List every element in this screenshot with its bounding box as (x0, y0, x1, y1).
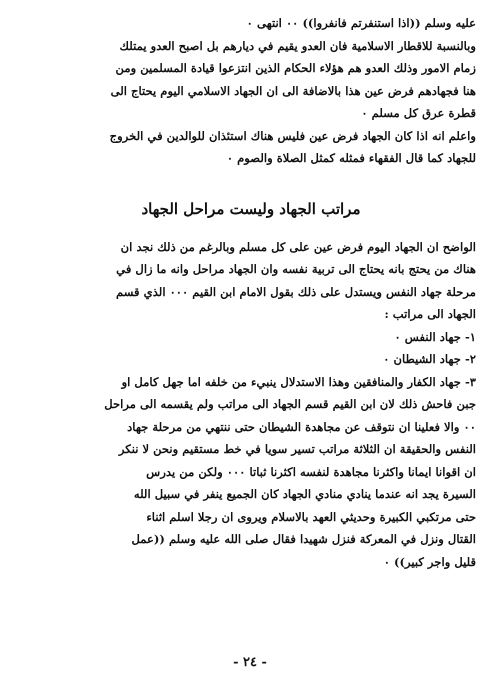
text-line: القتال ونزل في المعركة فنزل شهيدا فقال صلى الله عليه وسلم ((عمل (131, 532, 476, 546)
list-item: ١- جهاد النفس ٠ (394, 329, 476, 344)
argument-paragraph (26, 371, 476, 574)
text-line: زمام الامور وذلك العدو هم هؤلاء الحكام الذين انتزعوا قيادة المسلمين ومن (115, 61, 476, 75)
parental-permission-paragraph (26, 125, 476, 170)
text-line: ان اقوانا ايمانا واكثرنا مجاهدة لنفسه اكثرنا ثباتا ٠٠٠ ولكن من يدرس (146, 464, 476, 479)
list-item: ٢- جهاد الشيطان ٠ (383, 352, 476, 366)
text-line: ٠٠ والا فعلينا ان نتوقف عن مجاهدة الشيطان حتى ننتهي من مرحلة جهاد (127, 419, 476, 434)
ranks-list (26, 326, 476, 371)
text-line: قليل واجر كبير)) ٠ (383, 554, 476, 569)
page-number: - ٢٤ - (233, 655, 267, 670)
text-line: جبن فاحش ذلك لان ابن القيم قسم الجهاد الى مراتب ولم يقسمه الى مراحل (104, 397, 476, 411)
text-line: الواضح ان الجهاد اليوم فرض عين على كل مسلم وبالرغم من ذلك نجد ان (120, 239, 476, 254)
text-line: الجهاد الى مراتب : (384, 307, 476, 321)
text-line: للجهاد كما قال الفقهاء فمثله كمثل الصلاة والصوم ٠ (226, 151, 476, 165)
text-line: هناك من يحتج بانه يحتاج الى تربية نفسه وان الجهاد مراحل وانه ما زال في (116, 262, 476, 276)
text-line: مرحلة جهاد النفس ويستدل على ذلك بقول الامام ابن القيم ٠٠٠ الذي قسم (115, 284, 476, 299)
section-heading: مراتب الجهاد وليست مراحل الجهاد (141, 199, 361, 218)
text-line: وبالنسبة للاقطار الاسلامية فان العدو يقيم في ديارهم بل اصبح العدو يمتلك (119, 38, 476, 53)
text-line: ٣- جهاد الكفار والمنافقين وهذا الاستدلال ينبيء من خلفه اما جهل كامل او (121, 374, 476, 389)
text-line: حتى مرتكبي الكبيرة وحديثي العهد بالاسلام ويروى ان رجلا اسلم اثناء (146, 509, 476, 524)
text-line: النفس والحقيقة ان الثلاثة مراتب تسير سويا في خط مستقيم ونحن لا ننكر (118, 442, 476, 456)
text-line: السيرة يجد انه عندما ينادي منادي الجهاد كان الجميع ينفر في سبيل الله (133, 487, 476, 501)
text-line: واعلم انه اذا كان الجهاد فرض عين فليس هناك استئذان للوالدين في الخروج (109, 128, 476, 143)
text-line: قطرة عرق كل مسلم ٠ (361, 106, 476, 120)
text-line: هنا فجهادهم فرض عين هذا بالاضافة الى ان الجهاد الاسلامي اليوم يحتاج الى (110, 83, 476, 98)
intro-paragraph (26, 12, 476, 125)
text-line: عليه وسلم ((اذا استنفرتم فانفروا)) ٠٠ انتهى ٠ (246, 16, 476, 30)
ranks-paragraph (26, 236, 476, 326)
